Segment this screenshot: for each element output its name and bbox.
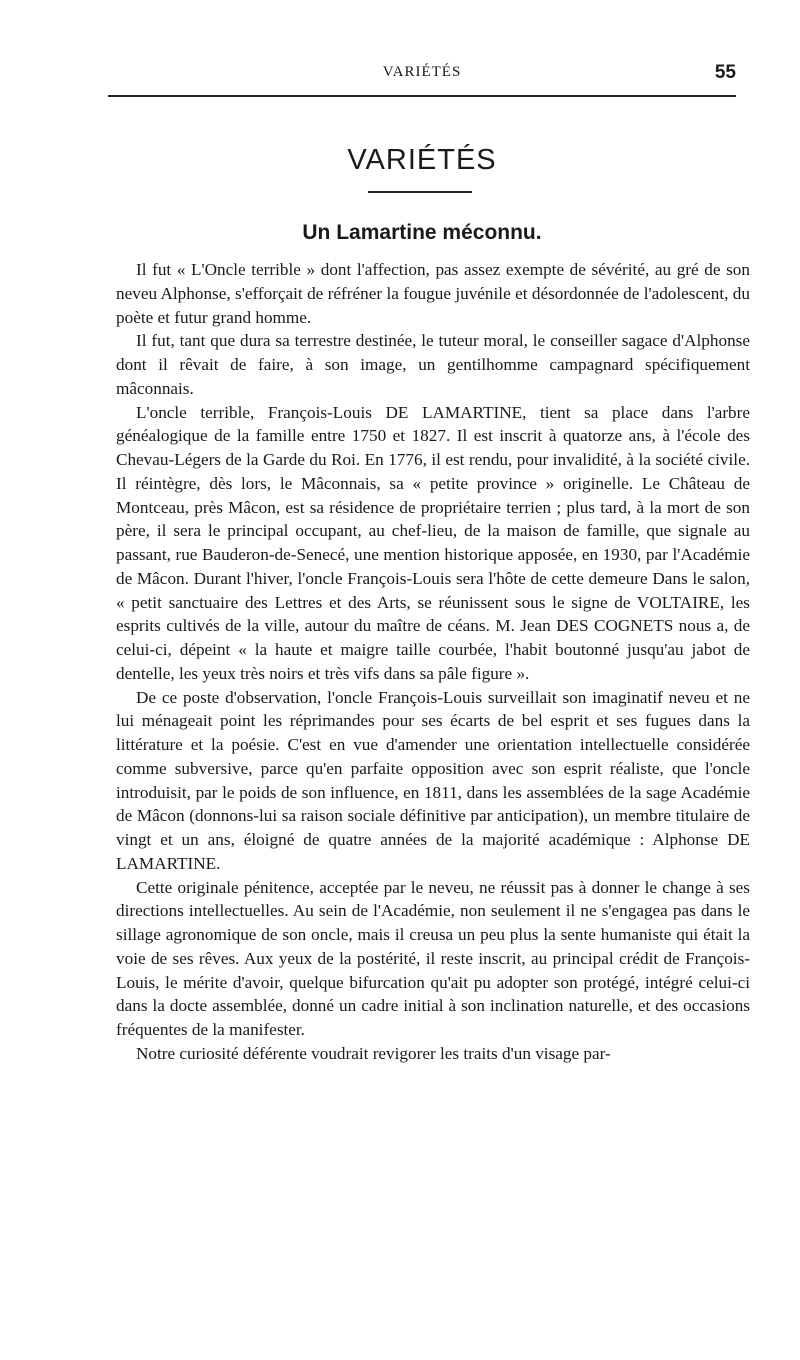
paragraph-5: Cette originale pénitence, acceptée par le neveu, ne réussit pas à donner le change à ses directions intellectuelles. Au sein de l'Académie, non seulement il ne s'engagea pas dans le sillage agronomique de son oncle, mais il creusa un peu plus la sente humaniste qui était la voie de ses rêves. Aux yeux de la postérité, il reste inscrit, au principal crédit de François-Louis, le mérite d'avoir, quelque bifurcation qu'ait pu adopter son protégé, intégré celui-ci dans la docte assemblée, donné un cadre initial à son inclination naturelle, et des occasions fréquentes de la manifester. xyxy=(116,877,750,1039)
paragraph-4: De ce poste d'observation, l'oncle François-Louis surveillait son imaginatif neveu et ne lui ménageait point les réprimandes pour ses écarts de bel esprit et ses fugues dans la littérature et la poésie. C'est en vue d'amender une orientation intellectuelle considérée comme subversive, parce qu'en parfaite opposition avec son esprit réaliste, que l'oncle introduisit, par le poids de son influence, en 1811, dans les assemblées de la sage Académie de Mâcon (donnons-lui sa raison sociale définitive par anticipation), un membre titulaire de vingt et un ans, éloigné de quatre années de la majorité académique : Alphonse DE LAMARTINE. xyxy=(116,687,750,873)
paragraph-1: Il fut « L'Oncle terrible » dont l'affection, pas assez exempte de sévérité, au gré de son neveu Alphonse, s'efforçait de réfréner la fougue juvénile et désordonnée de l'adolescent, du poète et futur grand homme. xyxy=(116,260,750,327)
header-rule xyxy=(108,95,736,97)
title-rule xyxy=(368,191,472,193)
article-title: Un Lamartine méconnu. xyxy=(302,221,542,244)
running-head xyxy=(108,62,736,86)
page-number: 55 xyxy=(714,62,736,83)
section-title: VARIÉTÉS xyxy=(347,144,497,176)
paragraph-3: L'oncle terrible, François-Louis DE LAMARTINE, tient sa place dans l'arbre généalogique de la famille entre 1750 et 1827. Il est inscrit à quatorze ans, à l'école des Chevau-Légers de la Garde du Roi. En 1776, il est rendu, pour invalidité, à la société civile. Il réintègre, dès lors, le Mâconnais, sa « petite province » originelle. Le Château de Montceau, près Mâcon, est sa résidence de propriétaire terrien ; plus tard, à la mort de son père, il sera le principal occupant, au chef-lieu, de la maison de famille, que signale au passant, rue Bauderon-de-Senecé, une mention historique apposée, en 1930, par l'Académie de Mâcon. Durant l'hiver, l'oncle François-Louis sera l'hôte de cette demeure Dans le salon, « petit sanctuaire des Lettres et des Arts, se réunissent sous le signe de VOLTAIRE, les esprits cultivés de la ville, autour du maître de céans. M. Jean DES COGNETS nous a, de celui-ci, dépeint « la haute et maigre taille courbée, l'habit boutonné jusqu'au jabot de dentelle, les yeux très noirs et très vifs dans sa pâle figure ». xyxy=(116,402,750,683)
article-body xyxy=(116,258,750,1066)
paragraph-6: Notre curiosité déférente voudrait revigorer les traits d'un visage par- xyxy=(136,1043,611,1063)
paragraph-2: Il fut, tant que dura sa terrestre destinée, le tuteur moral, le conseiller sagace d'Alphonse dont il rêvait de faire, à son image, un gentilhomme campagnard spécifiquement mâconnais. xyxy=(116,331,750,398)
running-title: VARIÉTÉS xyxy=(382,64,462,80)
